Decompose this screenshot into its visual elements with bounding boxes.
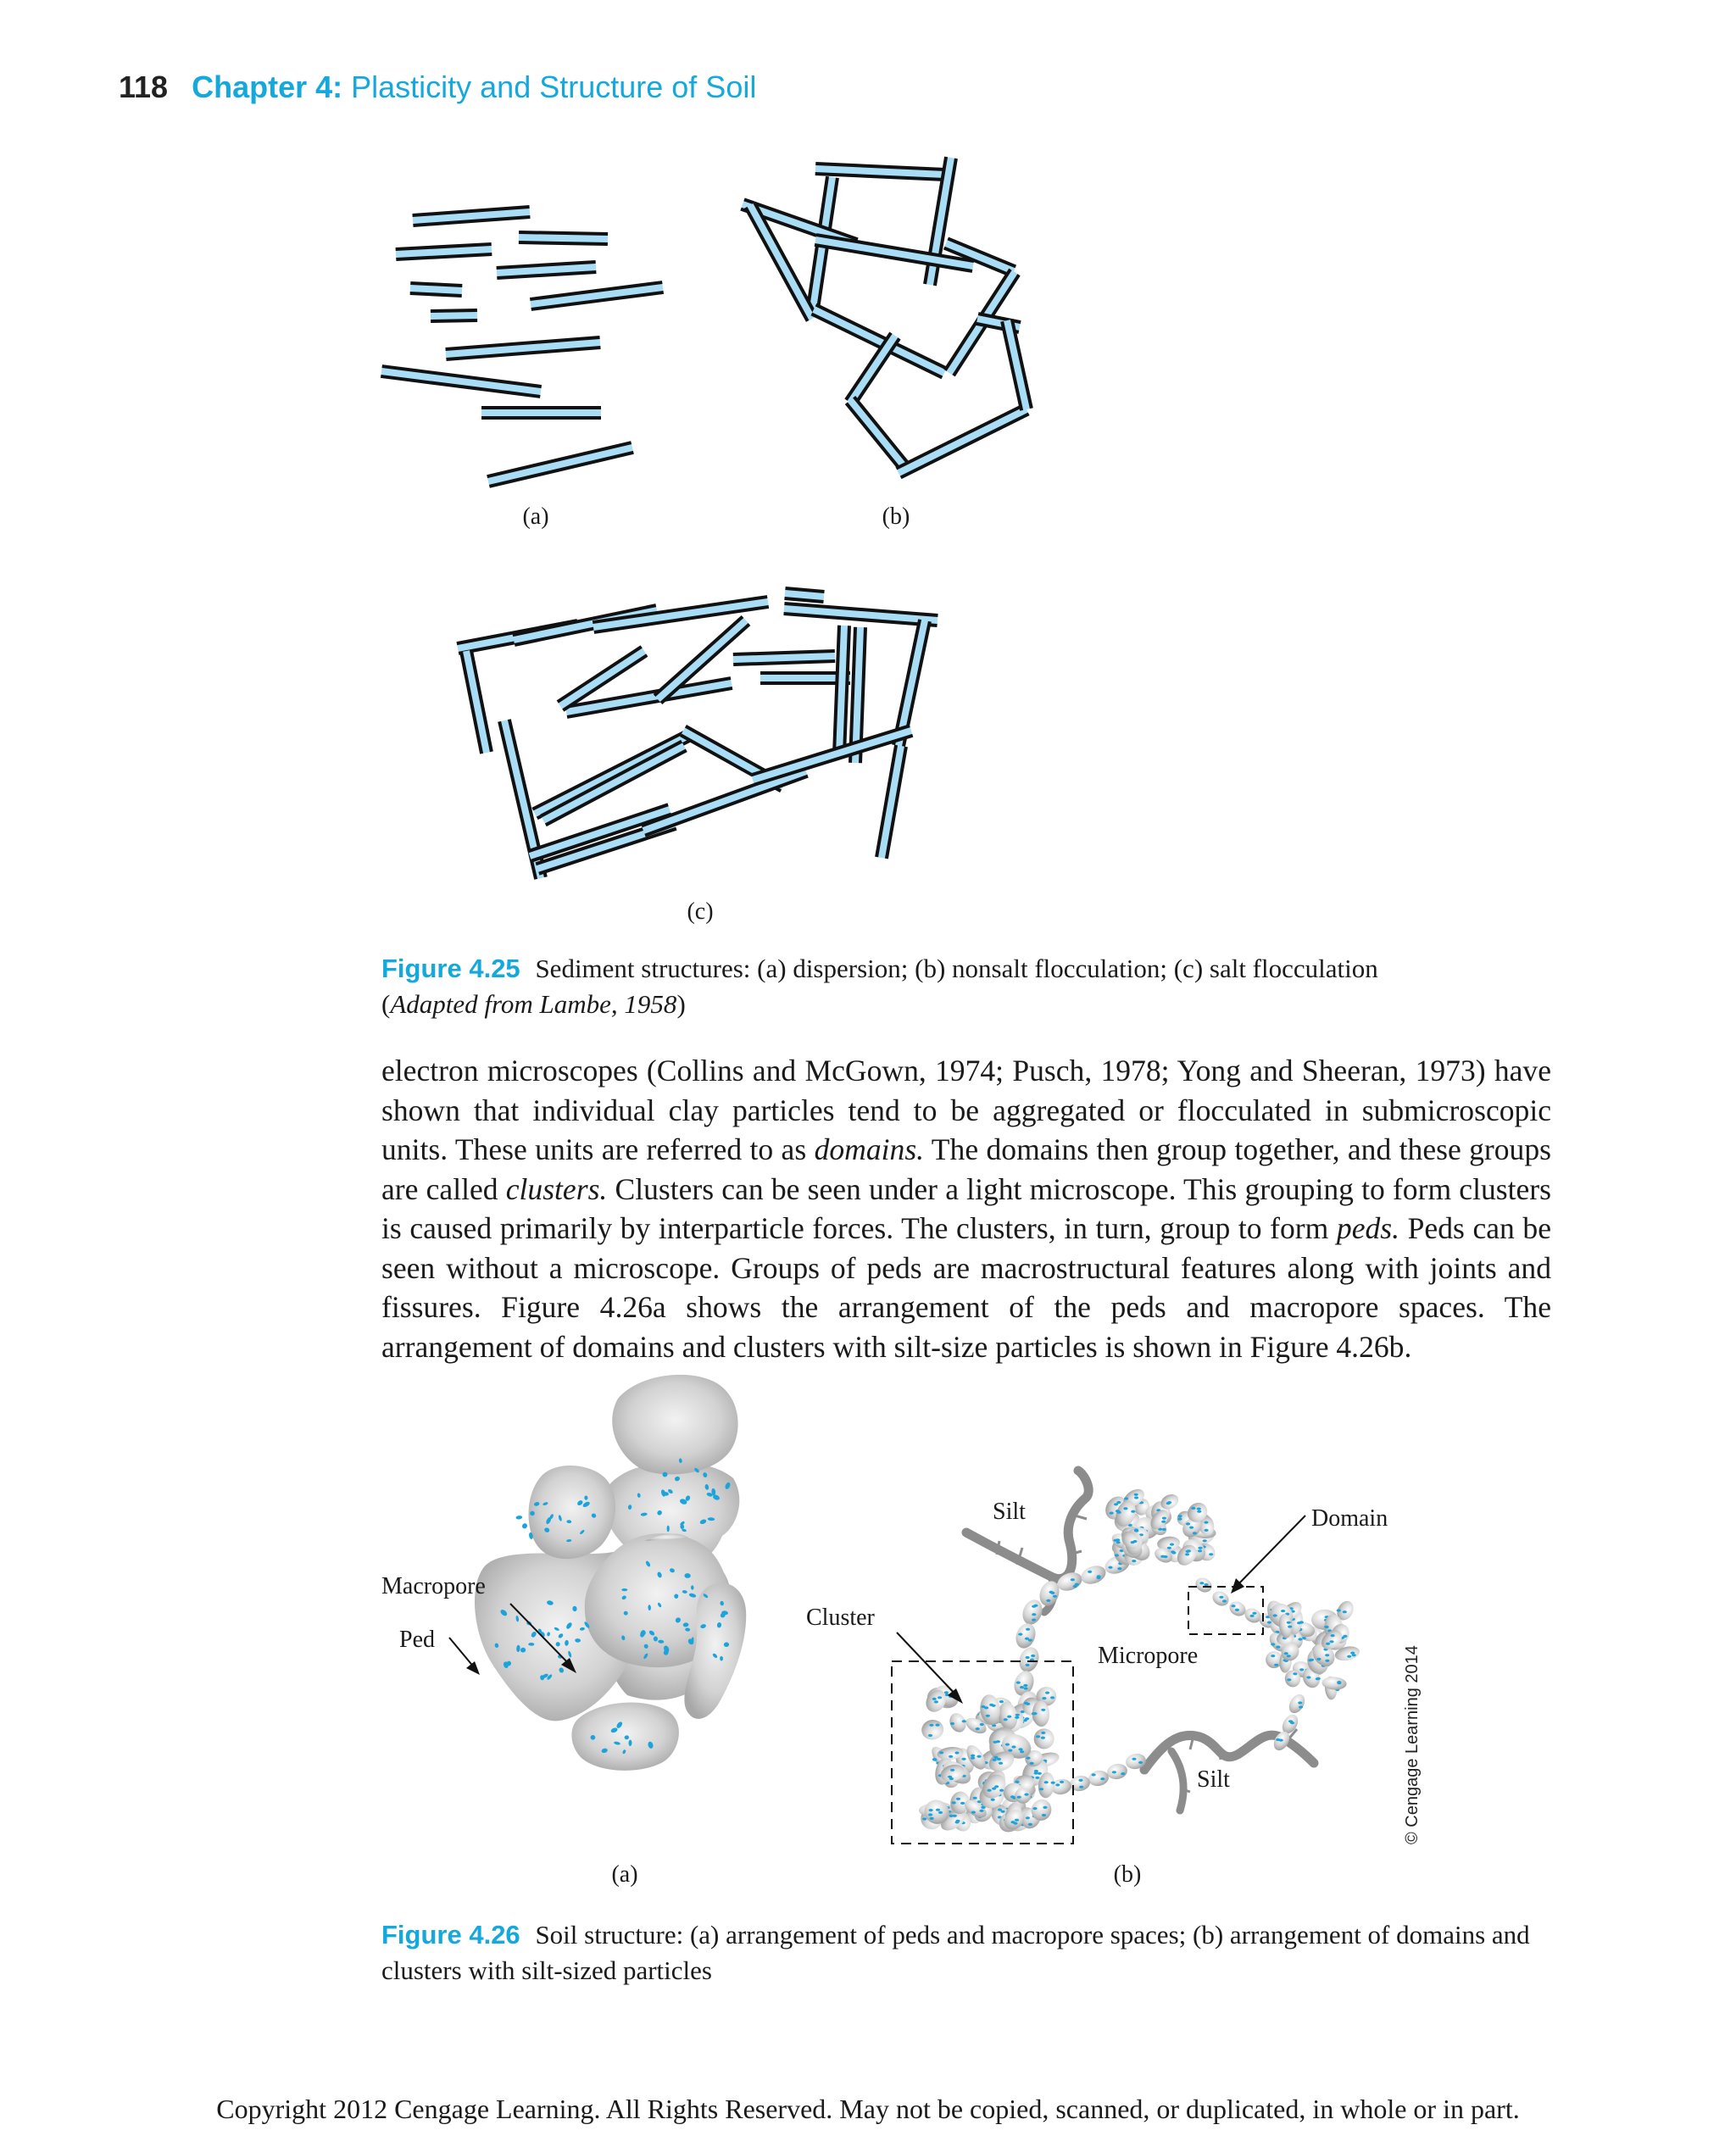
- inclusion-dot: [621, 1588, 627, 1591]
- domain: [1016, 1644, 1043, 1675]
- ped-leader: [449, 1638, 475, 1668]
- panel-label-b: (b): [882, 503, 910, 530]
- figure-4-25-number: Figure 4.25: [381, 954, 520, 983]
- domain: [1031, 1725, 1058, 1752]
- body-text-3: Clusters can be seen under a light microscope. This grouping to form clusters is caused primarily by interparticle forces. The clusters, in turn, group to form: [381, 1171, 1551, 1245]
- domain: [920, 1718, 945, 1742]
- inclusion-dot: [515, 1516, 522, 1520]
- term-peds: peds.: [1336, 1211, 1400, 1245]
- peds-group: [475, 1375, 746, 1771]
- domain: [1088, 1769, 1110, 1788]
- silt-particle-bottom-tail: [1171, 1751, 1183, 1810]
- caption-source: Adapted from Lambe, 1958: [390, 989, 677, 1019]
- copyright-footer: Copyright 2012 Cengage Learning. All Rights Reserved. May not be copied, scanned, or duplicated, in whole or in part.: [216, 2094, 1520, 2124]
- body-text-4: Peds can be seen without a microscope. Groups of peds are macrostructural features along with joints and fissures. Figure 4.26a shows the arrangement of the peds and macropore spaces. The arrangement of domains and clusters with silt-size particles is shown in Figure 4.26b.: [381, 1211, 1551, 1364]
- chapter-title: Plasticity and Structure of Soil: [351, 70, 757, 104]
- label-macropore: Macropore: [381, 1573, 486, 1599]
- domain: [1106, 1762, 1129, 1781]
- figure-4-26-number: Figure 4.26: [381, 1920, 520, 1950]
- domain: [1013, 1621, 1039, 1651]
- domain: [947, 1710, 969, 1735]
- caption-source-open: (: [381, 989, 391, 1019]
- label-silt-bottom: Silt: [1197, 1766, 1230, 1793]
- label-ped: Ped: [399, 1627, 435, 1653]
- domain: [1210, 1588, 1231, 1609]
- chapter-label: Chapter 4:: [192, 70, 343, 104]
- label-domain: Domain: [1311, 1505, 1388, 1532]
- term-domains: domains.: [814, 1132, 925, 1166]
- domain: [1078, 1562, 1108, 1587]
- domain: [1069, 1774, 1092, 1793]
- silt-particle-top: [966, 1471, 1088, 1579]
- cluster-leader: [897, 1632, 958, 1697]
- domain: [1286, 1692, 1308, 1716]
- figure-4-25-caption-text: Sediment structures: (a) dispersion; (b) nonsalt flocculation; (c) salt flocculation: [535, 954, 1378, 983]
- ped: [529, 1466, 616, 1559]
- figure-4-26-caption-text: Soil structure: (a) arrangement of peds and macropore spaces; (b) arrangement of domains and clusters with silt-sized particles: [381, 1920, 1530, 1985]
- term-clusters: clusters.: [505, 1171, 608, 1206]
- page-number: 118: [119, 70, 169, 104]
- arrowhead-icon: [466, 1661, 480, 1675]
- panel-label-c: (c): [687, 898, 714, 925]
- panel-label-a: (a): [522, 503, 549, 530]
- domain-leader: [1236, 1516, 1305, 1587]
- domain: [1054, 1569, 1084, 1594]
- body-text-2: The domains then group together, and these groups are called: [381, 1132, 1551, 1206]
- inclusion-dot: [667, 1526, 670, 1532]
- label-silt-top: Silt: [993, 1499, 1026, 1525]
- fig426-panel-label-b: (b): [1113, 1861, 1142, 1888]
- label-cluster: Cluster: [806, 1605, 875, 1631]
- label-micropore: Micropore: [1098, 1643, 1199, 1669]
- domain: [1193, 1575, 1214, 1595]
- body-text-1: electron microscopes (Collins and McGown, 1974; Pusch, 1978; Yong and Sheeran, 1973) have shown that individual clay particles tend to be aggregated or flocculated in submicroscopic units. These units are referred to as: [381, 1054, 1551, 1166]
- figure-4-26-caption: [381, 1917, 1551, 1988]
- caption-source-close: ): [676, 989, 686, 1019]
- ped: [612, 1375, 737, 1475]
- fig426-panel-label-a: (a): [611, 1861, 638, 1888]
- image-credit: © Cengage Learning 2014: [1403, 1645, 1422, 1844]
- inclusion-dot: [521, 1522, 528, 1530]
